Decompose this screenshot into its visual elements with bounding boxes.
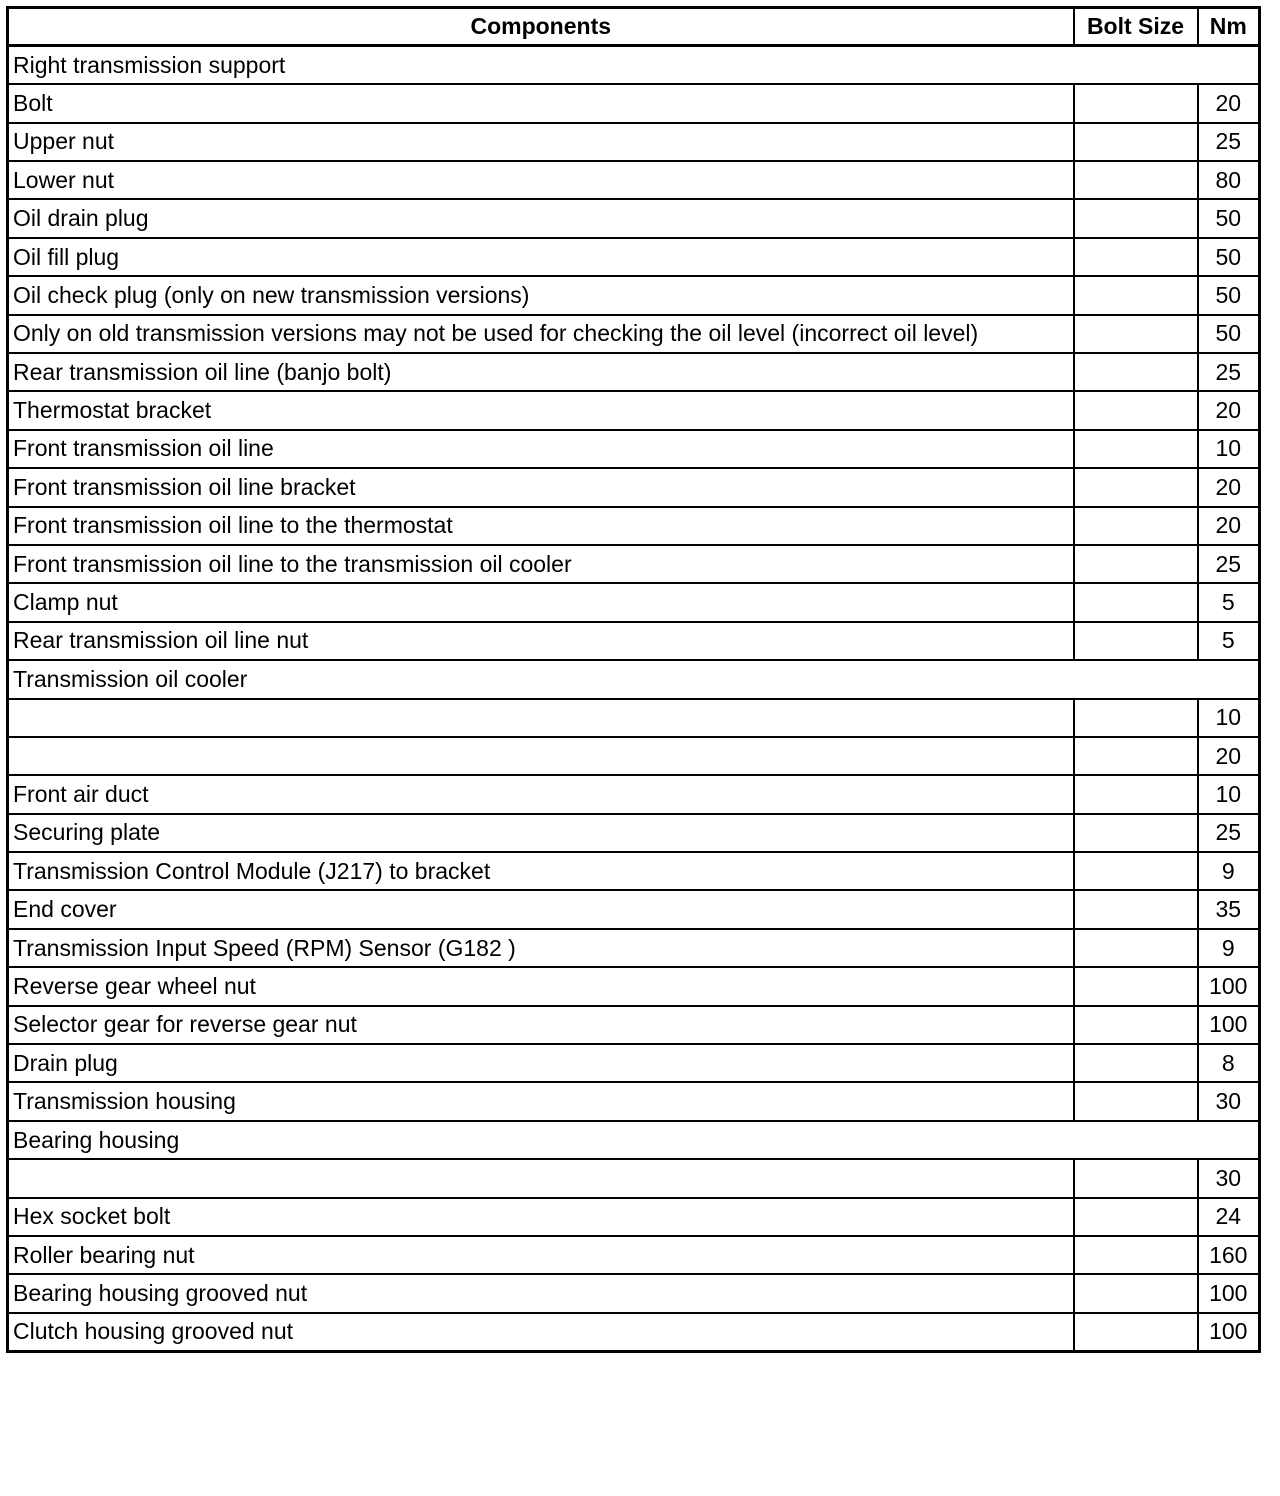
group-row <box>8 46 1260 84</box>
bolt-size-cell <box>1074 929 1198 967</box>
component-cell: Rear transmission oil line (banjo bolt) <box>8 353 1074 391</box>
bolt-size-cell <box>1074 737 1198 775</box>
bolt-size-cell <box>1074 238 1198 276</box>
header-bolt-size: Bolt Size <box>1074 8 1198 46</box>
torque-nm-cell: 9 <box>1198 852 1260 890</box>
component-cell: Front transmission oil line bracket <box>8 468 1074 506</box>
torque-nm-cell: 8 <box>1198 1044 1260 1082</box>
bolt-size-cell <box>1074 1274 1198 1312</box>
table-row <box>8 468 1260 506</box>
bolt-size-cell <box>1074 391 1198 429</box>
bolt-size-cell <box>1074 1044 1198 1082</box>
torque-nm-cell: 80 <box>1198 161 1260 199</box>
table-row <box>8 199 1260 237</box>
bolt-size-cell <box>1074 123 1198 161</box>
torque-nm-cell: 20 <box>1198 468 1260 506</box>
component-cell: Roller bearing nut <box>8 1236 1074 1274</box>
bolt-size-cell <box>1074 315 1198 353</box>
table-row <box>8 1198 1260 1236</box>
group-label: Bearing housing <box>8 1121 1260 1159</box>
table-row <box>8 238 1260 276</box>
torque-nm-cell: 20 <box>1198 84 1260 122</box>
component-cell: Rear transmission oil line nut <box>8 622 1074 660</box>
torque-nm-cell: 50 <box>1198 276 1260 314</box>
component-cell: Only on old transmission versions may not be used for checking the oil level (incorrect oil level) <box>8 315 1074 353</box>
torque-nm-cell: 5 <box>1198 583 1260 621</box>
bolt-size-cell <box>1074 353 1198 391</box>
header-components: Components <box>8 8 1074 46</box>
torque-nm-cell: 25 <box>1198 545 1260 583</box>
component-cell: Thermostat bracket <box>8 391 1074 429</box>
component-cell: Front transmission oil line <box>8 430 1074 468</box>
torque-nm-cell: 50 <box>1198 238 1260 276</box>
table-row <box>8 699 1260 737</box>
table-row <box>8 1236 1260 1274</box>
component-cell: Bolt <box>8 84 1074 122</box>
component-cell: Front transmission oil line to the thermostat <box>8 507 1074 545</box>
bolt-size-cell <box>1074 468 1198 506</box>
component-cell: Oil check plug (only on new transmission versions) <box>8 276 1074 314</box>
component-cell: Front air duct <box>8 775 1074 813</box>
component-cell: Front transmission oil line to the transmission oil cooler <box>8 545 1074 583</box>
table-row <box>8 161 1260 199</box>
component-cell: Hex socket bolt <box>8 1198 1074 1236</box>
torque-nm-cell: 35 <box>1198 890 1260 928</box>
bolt-size-cell <box>1074 276 1198 314</box>
bolt-size-cell <box>1074 967 1198 1005</box>
torque-nm-cell: 20 <box>1198 737 1260 775</box>
torque-nm-cell: 20 <box>1198 391 1260 429</box>
table-row <box>8 1159 1260 1197</box>
bolt-size-cell <box>1074 622 1198 660</box>
component-cell <box>8 699 1074 737</box>
bolt-size-cell <box>1074 507 1198 545</box>
table-row <box>8 737 1260 775</box>
component-cell <box>8 737 1074 775</box>
group-row <box>8 1121 1260 1159</box>
component-cell: Reverse gear wheel nut <box>8 967 1074 1005</box>
table-row <box>8 890 1260 928</box>
bolt-size-cell <box>1074 1313 1198 1351</box>
component-cell <box>8 1159 1074 1197</box>
bolt-size-cell <box>1074 545 1198 583</box>
component-cell: Selector gear for reverse gear nut <box>8 1006 1074 1044</box>
table-row <box>8 391 1260 429</box>
group-label: Right transmission support <box>8 46 1260 84</box>
component-cell: Transmission housing <box>8 1082 1074 1120</box>
component-cell: Bearing housing grooved nut <box>8 1274 1074 1312</box>
table-row <box>8 929 1260 967</box>
table-row <box>8 315 1260 353</box>
component-cell: Transmission Control Module (J217) to bracket <box>8 852 1074 890</box>
bolt-size-cell <box>1074 775 1198 813</box>
table-row <box>8 507 1260 545</box>
table-row <box>8 583 1260 621</box>
header-nm: Nm <box>1198 8 1260 46</box>
table-row <box>8 545 1260 583</box>
table-row <box>8 353 1260 391</box>
component-cell: Upper nut <box>8 123 1074 161</box>
table-row <box>8 814 1260 852</box>
table-row <box>8 276 1260 314</box>
table-row <box>8 622 1260 660</box>
component-cell: Oil fill plug <box>8 238 1074 276</box>
group-label: Transmission oil cooler <box>8 660 1260 698</box>
table-row <box>8 852 1260 890</box>
torque-nm-cell: 30 <box>1198 1159 1260 1197</box>
torque-nm-cell: 10 <box>1198 430 1260 468</box>
bolt-size-cell <box>1074 814 1198 852</box>
component-cell: Clamp nut <box>8 583 1074 621</box>
component-cell: Drain plug <box>8 1044 1074 1082</box>
table-row <box>8 775 1260 813</box>
component-cell: Securing plate <box>8 814 1074 852</box>
torque-nm-cell: 25 <box>1198 814 1260 852</box>
bolt-size-cell <box>1074 161 1198 199</box>
component-cell: Clutch housing grooved nut <box>8 1313 1074 1351</box>
bolt-size-cell <box>1074 1198 1198 1236</box>
torque-nm-cell: 24 <box>1198 1198 1260 1236</box>
torque-nm-cell: 5 <box>1198 622 1260 660</box>
torque-nm-cell: 10 <box>1198 699 1260 737</box>
bolt-size-cell <box>1074 1236 1198 1274</box>
torque-nm-cell: 50 <box>1198 315 1260 353</box>
torque-nm-cell: 9 <box>1198 929 1260 967</box>
table-row <box>8 123 1260 161</box>
table-row <box>8 1006 1260 1044</box>
torque-nm-cell: 100 <box>1198 1274 1260 1312</box>
torque-nm-cell: 160 <box>1198 1236 1260 1274</box>
bolt-size-cell <box>1074 699 1198 737</box>
table-row <box>8 967 1260 1005</box>
table-row <box>8 1044 1260 1082</box>
bolt-size-cell <box>1074 1082 1198 1120</box>
component-cell: Transmission Input Speed (RPM) Sensor (G182 ) <box>8 929 1074 967</box>
torque-nm-cell: 25 <box>1198 123 1260 161</box>
bolt-size-cell <box>1074 84 1198 122</box>
table-body <box>8 46 1260 1351</box>
torque-specification-table <box>6 6 1261 1353</box>
bolt-size-cell <box>1074 199 1198 237</box>
bolt-size-cell <box>1074 430 1198 468</box>
bolt-size-cell <box>1074 583 1198 621</box>
bolt-size-cell <box>1074 890 1198 928</box>
torque-nm-cell: 100 <box>1198 967 1260 1005</box>
torque-nm-cell: 30 <box>1198 1082 1260 1120</box>
table-row <box>8 84 1260 122</box>
bolt-size-cell <box>1074 1006 1198 1044</box>
table-row <box>8 1274 1260 1312</box>
torque-nm-cell: 25 <box>1198 353 1260 391</box>
group-row <box>8 660 1260 698</box>
torque-nm-cell: 20 <box>1198 507 1260 545</box>
torque-nm-cell: 50 <box>1198 199 1260 237</box>
component-cell: Oil drain plug <box>8 199 1074 237</box>
component-cell: End cover <box>8 890 1074 928</box>
torque-nm-cell: 10 <box>1198 775 1260 813</box>
bolt-size-cell <box>1074 852 1198 890</box>
torque-nm-cell: 100 <box>1198 1006 1260 1044</box>
table-row <box>8 1313 1260 1351</box>
torque-nm-cell: 100 <box>1198 1313 1260 1351</box>
bolt-size-cell <box>1074 1159 1198 1197</box>
component-cell: Lower nut <box>8 161 1074 199</box>
table-header-row <box>8 8 1260 46</box>
table-row <box>8 430 1260 468</box>
table-row <box>8 1082 1260 1120</box>
